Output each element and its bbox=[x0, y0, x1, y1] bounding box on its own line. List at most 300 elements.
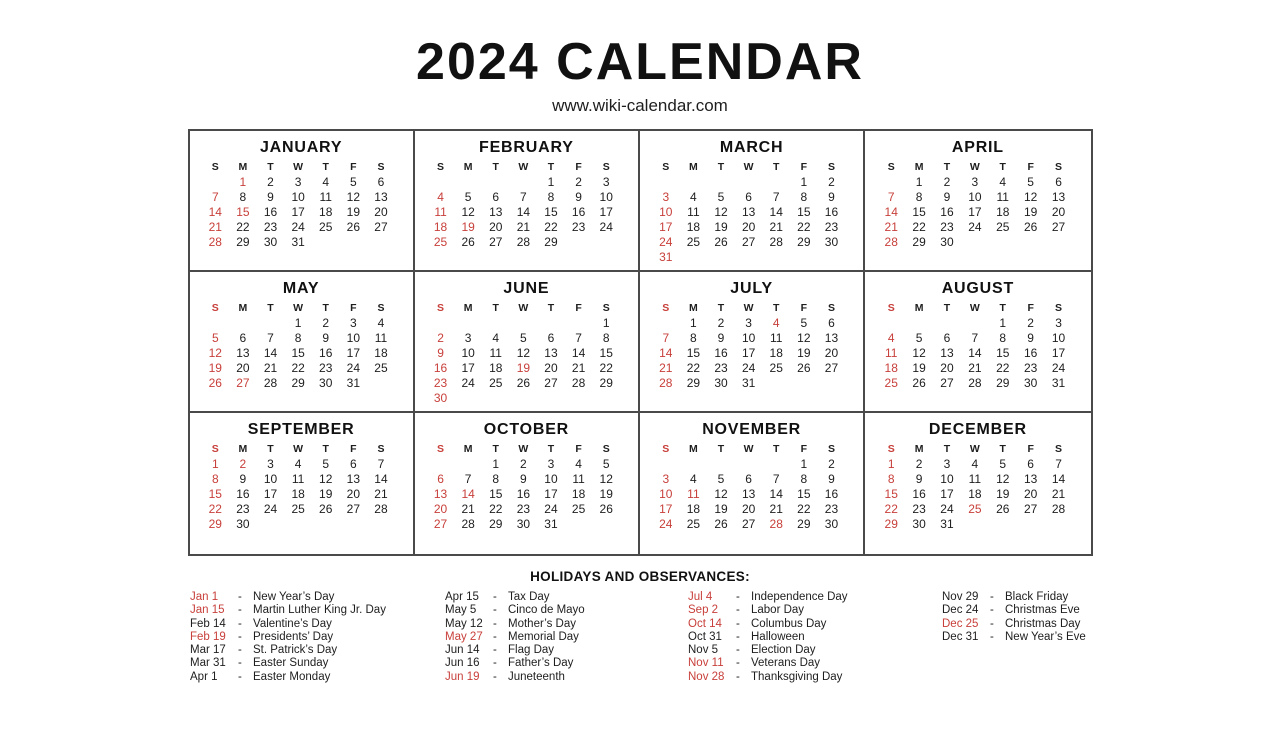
month-name-label: JANUARY bbox=[259, 139, 343, 156]
date-cell: 26 bbox=[319, 502, 333, 516]
date-cell: 16 bbox=[433, 361, 448, 375]
date-cell: 6 bbox=[1055, 175, 1062, 189]
date-cell bbox=[592, 391, 620, 406]
date-row bbox=[640, 331, 863, 346]
holiday-name: Labor Day bbox=[751, 604, 805, 617]
date-cell bbox=[735, 175, 763, 190]
date-cell: 30 bbox=[319, 376, 333, 390]
holiday-entry bbox=[942, 591, 1280, 604]
month-february bbox=[415, 131, 640, 272]
date-cell: 3 bbox=[267, 457, 274, 471]
date-cell: 19 bbox=[714, 220, 728, 234]
holiday-date: May 27 bbox=[445, 630, 483, 643]
date-cell: 13 bbox=[374, 190, 388, 204]
holiday-date: Oct 31 bbox=[688, 630, 722, 643]
day-header-cell: T bbox=[267, 302, 274, 314]
date-cell: 9 bbox=[915, 472, 923, 486]
date-cell: 30 bbox=[940, 235, 954, 249]
date-cell: 25 bbox=[769, 361, 783, 375]
date-cell: 22 bbox=[489, 502, 503, 516]
date-cell: 28 bbox=[461, 517, 475, 531]
holiday-entry bbox=[445, 591, 688, 604]
holiday-name: Cinco de Mayo bbox=[508, 604, 585, 617]
day-header-cell: T bbox=[717, 443, 725, 455]
date-cell bbox=[707, 175, 735, 190]
holiday-date: Feb 14 bbox=[190, 617, 226, 630]
holiday-entry bbox=[445, 644, 688, 657]
date-row bbox=[415, 205, 638, 220]
date-cell: 22 bbox=[996, 361, 1010, 375]
holiday-date: Jan 15 bbox=[190, 604, 225, 617]
date-cell: 30 bbox=[912, 517, 926, 531]
date-row bbox=[865, 376, 1090, 391]
day-header-cell: F bbox=[350, 302, 357, 314]
month-name-label: AUGUST bbox=[941, 280, 1015, 297]
date-cell: 28 bbox=[263, 376, 278, 390]
date-cell bbox=[680, 175, 708, 190]
holiday-name: Memorial Day bbox=[508, 630, 579, 643]
date-row bbox=[415, 190, 638, 205]
date-cell bbox=[312, 235, 340, 250]
date-cell: 17 bbox=[659, 502, 673, 516]
date-cell: 1 bbox=[999, 316, 1007, 330]
date-cell: 13 bbox=[544, 346, 558, 360]
date-cell: 13 bbox=[346, 472, 361, 486]
date-row bbox=[190, 175, 413, 190]
day-header-row bbox=[190, 442, 413, 457]
date-cell: 18 bbox=[291, 487, 305, 501]
holiday-entry bbox=[688, 591, 942, 604]
date-cell: 17 bbox=[968, 205, 982, 219]
date-cell: 20 bbox=[544, 361, 558, 375]
holiday-entry bbox=[688, 631, 942, 644]
date-cell: 25 bbox=[433, 235, 448, 249]
date-row bbox=[640, 346, 863, 361]
date-cell: 28 bbox=[1051, 502, 1066, 516]
date-cell: 2 bbox=[943, 175, 951, 189]
date-cell: 11 bbox=[374, 331, 388, 345]
date-cell bbox=[482, 175, 510, 190]
date-cell: 21 bbox=[263, 361, 278, 375]
date-cell: 29 bbox=[236, 235, 250, 249]
month-name-label: JULY bbox=[730, 280, 773, 297]
date-cell: 23 bbox=[940, 220, 954, 234]
day-header-cell: M bbox=[463, 302, 473, 314]
date-cell: 9 bbox=[267, 190, 274, 204]
date-cell: 15 bbox=[797, 205, 811, 219]
holiday-date: Sep 2 bbox=[688, 604, 719, 617]
date-row bbox=[190, 316, 413, 331]
holiday-name: Juneteenth bbox=[508, 670, 565, 683]
date-cell: 1 bbox=[602, 316, 610, 330]
date-cell: 17 bbox=[1051, 346, 1066, 360]
date-row bbox=[640, 235, 863, 250]
date-row bbox=[190, 205, 413, 220]
date-row bbox=[415, 457, 638, 472]
holiday-entry bbox=[942, 604, 1280, 617]
day-header-cell: W bbox=[518, 443, 529, 455]
holiday-dash: - bbox=[736, 591, 740, 603]
date-cell: 1 bbox=[800, 457, 808, 471]
date-cell bbox=[877, 316, 905, 331]
date-cell: 29 bbox=[686, 376, 701, 390]
date-row bbox=[640, 376, 863, 391]
date-row bbox=[415, 346, 638, 361]
date-cell bbox=[877, 175, 905, 190]
date-cell: 22 bbox=[544, 220, 558, 234]
date-cell: 29 bbox=[797, 517, 811, 531]
date-cell: 24 bbox=[968, 220, 982, 234]
holiday-name: Christmas Day bbox=[1005, 617, 1081, 630]
date-cell: 23 bbox=[433, 376, 448, 390]
date-row bbox=[865, 517, 1090, 532]
holiday-entry bbox=[190, 618, 445, 631]
holiday-date: Nov 28 bbox=[688, 670, 725, 683]
date-row bbox=[415, 502, 638, 517]
day-header-cell: S bbox=[437, 161, 445, 173]
date-cell: 14 bbox=[968, 346, 982, 360]
date-cell: 17 bbox=[263, 487, 278, 501]
month-may bbox=[190, 272, 415, 413]
date-cell: 14 bbox=[571, 346, 586, 360]
date-cell bbox=[367, 235, 395, 250]
date-cell: 9 bbox=[1027, 331, 1034, 345]
day-header-cell: S bbox=[377, 161, 385, 173]
month-name-label: NOVEMBER bbox=[702, 421, 802, 438]
date-cell: 16 bbox=[263, 205, 278, 219]
date-row bbox=[640, 361, 863, 376]
date-cell: 8 bbox=[492, 472, 500, 486]
date-cell bbox=[454, 457, 482, 472]
date-cell: 20 bbox=[374, 205, 388, 219]
date-row bbox=[415, 517, 638, 532]
holiday-date: Feb 19 bbox=[190, 630, 226, 643]
date-cell: 5 bbox=[999, 457, 1007, 471]
date-cell bbox=[1017, 235, 1045, 250]
holiday-name: Columbus Day bbox=[751, 617, 827, 630]
holiday-dash: - bbox=[736, 670, 740, 683]
holiday-date: Mar 17 bbox=[190, 644, 226, 657]
holiday-name: Thanksgiving Day bbox=[751, 670, 843, 683]
date-cell: 27 bbox=[236, 376, 250, 390]
month-name-label: MAY bbox=[282, 280, 320, 297]
holiday-name: St. Patrick’s Day bbox=[253, 644, 338, 657]
date-row bbox=[865, 316, 1090, 331]
date-cell: 7 bbox=[1055, 457, 1062, 471]
month-name-label: APRIL bbox=[951, 139, 1004, 156]
date-cell bbox=[427, 175, 455, 190]
holiday-entry bbox=[445, 631, 688, 644]
holiday-name: Flag Day bbox=[508, 644, 555, 657]
date-cell: 11 bbox=[996, 190, 1009, 204]
month-january bbox=[190, 131, 415, 272]
date-cell: 22 bbox=[291, 361, 305, 375]
date-cell: 16 bbox=[1023, 346, 1038, 360]
date-cell: 25 bbox=[374, 361, 388, 375]
date-cell bbox=[989, 517, 1017, 532]
day-header-cell: T bbox=[322, 443, 329, 455]
date-cell: 7 bbox=[575, 331, 582, 345]
date-cell: 28 bbox=[659, 376, 673, 390]
day-header-row bbox=[865, 301, 1090, 316]
holiday-name: Easter Monday bbox=[253, 670, 331, 683]
day-header-cell: S bbox=[1055, 302, 1063, 314]
date-cell: 25 bbox=[571, 502, 586, 516]
holiday-date: Dec 25 bbox=[942, 617, 979, 630]
date-cell: 22 bbox=[236, 220, 250, 234]
date-cell: 19 bbox=[599, 487, 613, 501]
date-row bbox=[190, 235, 413, 250]
date-cell: 28 bbox=[769, 235, 783, 249]
date-cell: 4 bbox=[322, 175, 330, 189]
holiday-dash: - bbox=[736, 617, 740, 630]
date-cell: 31 bbox=[1051, 376, 1066, 390]
date-cell: 20 bbox=[236, 361, 250, 375]
holiday-entry bbox=[190, 604, 445, 617]
date-cell: 10 bbox=[741, 331, 756, 345]
day-header-cell: T bbox=[943, 443, 951, 455]
date-cell bbox=[961, 517, 989, 532]
day-header-cell: S bbox=[602, 443, 610, 455]
holiday-dash: - bbox=[736, 657, 740, 670]
date-cell bbox=[565, 517, 593, 532]
date-cell: 6 bbox=[377, 175, 385, 189]
holiday-entry bbox=[445, 604, 688, 617]
date-row bbox=[865, 331, 1090, 346]
date-row bbox=[640, 457, 863, 472]
date-cell: 19 bbox=[1023, 205, 1038, 219]
day-header-cell: T bbox=[492, 302, 499, 314]
date-cell bbox=[762, 457, 790, 472]
date-cell bbox=[762, 250, 790, 265]
date-cell bbox=[454, 316, 482, 331]
day-header-cell: S bbox=[211, 302, 219, 314]
date-cell: 16 bbox=[516, 487, 531, 501]
date-cell: 14 bbox=[769, 487, 783, 501]
holiday-entry bbox=[190, 591, 445, 604]
date-cell: 12 bbox=[996, 472, 1010, 486]
date-cell: 20 bbox=[489, 220, 503, 234]
date-cell: 5 bbox=[520, 331, 527, 345]
date-cell: 23 bbox=[824, 220, 839, 234]
holiday-name: Veterans Day bbox=[751, 657, 821, 670]
holiday-name: Election Day bbox=[751, 644, 816, 657]
date-cell: 4 bbox=[971, 457, 979, 471]
date-cell: 31 bbox=[291, 235, 305, 249]
month-name-label: JUNE bbox=[503, 280, 550, 297]
date-cell: 20 bbox=[1051, 205, 1066, 219]
day-header-cell: T bbox=[717, 302, 725, 314]
date-cell: 22 bbox=[884, 502, 898, 516]
date-cell: 1 bbox=[800, 175, 808, 189]
day-header-cell: S bbox=[662, 443, 670, 455]
date-cell: 21 bbox=[461, 502, 475, 516]
date-cell: 7 bbox=[267, 331, 274, 345]
date-row bbox=[640, 517, 863, 532]
date-cell: 24 bbox=[940, 502, 954, 516]
date-cell: 24 bbox=[346, 361, 361, 375]
date-cell: 13 bbox=[1023, 472, 1038, 486]
date-cell: 28 bbox=[208, 235, 222, 249]
date-cell bbox=[510, 391, 538, 406]
date-cell: 4 bbox=[294, 457, 302, 471]
date-cell: 1 bbox=[887, 457, 895, 471]
date-cell: 26 bbox=[599, 502, 613, 516]
date-cell: 4 bbox=[377, 316, 385, 330]
date-cell: 27 bbox=[346, 502, 361, 516]
date-cell: 15 bbox=[884, 487, 898, 501]
holiday-entry bbox=[688, 671, 942, 684]
date-cell: 23 bbox=[571, 220, 586, 234]
holiday-dash: - bbox=[990, 630, 994, 643]
date-cell: 14 bbox=[516, 205, 531, 219]
holiday-entry bbox=[190, 644, 445, 657]
date-row bbox=[190, 190, 413, 205]
day-header-cell: M bbox=[238, 161, 248, 173]
date-cell: 17 bbox=[346, 346, 361, 360]
date-cell: 17 bbox=[544, 487, 558, 501]
date-cell: 25 bbox=[686, 235, 701, 249]
date-cell bbox=[652, 175, 680, 190]
date-row bbox=[190, 346, 413, 361]
date-cell: 4 bbox=[690, 190, 697, 204]
date-cell: 6 bbox=[492, 190, 500, 204]
date-cell: 15 bbox=[291, 346, 305, 360]
date-cell bbox=[652, 316, 680, 331]
day-header-cell: S bbox=[887, 161, 895, 173]
date-row bbox=[640, 487, 863, 502]
date-cell: 6 bbox=[547, 331, 555, 345]
date-row bbox=[415, 376, 638, 391]
date-cell: 1 bbox=[547, 175, 555, 189]
date-cell: 3 bbox=[464, 331, 472, 345]
date-cell bbox=[762, 175, 790, 190]
date-cell: 19 bbox=[797, 346, 811, 360]
date-cell: 8 bbox=[239, 190, 247, 204]
date-cell: 24 bbox=[544, 502, 558, 516]
holiday-name: Independence Day bbox=[751, 591, 848, 603]
month-july bbox=[640, 272, 865, 413]
day-header-cell: M bbox=[238, 302, 248, 314]
date-cell: 5 bbox=[349, 175, 357, 189]
date-cell: 18 bbox=[374, 346, 388, 360]
date-cell: 18 bbox=[996, 205, 1010, 219]
holiday-column bbox=[190, 591, 445, 684]
date-row bbox=[640, 316, 863, 331]
date-cell: 28 bbox=[884, 235, 898, 249]
date-cell bbox=[735, 250, 763, 265]
date-cell bbox=[340, 517, 368, 532]
date-cell bbox=[482, 391, 510, 406]
date-cell: 29 bbox=[208, 517, 222, 531]
month-name-label: OCTOBER bbox=[483, 421, 570, 438]
date-row bbox=[190, 376, 413, 391]
date-cell: 3 bbox=[602, 175, 610, 189]
holiday-name: New Year’s Day bbox=[253, 591, 335, 603]
date-cell: 3 bbox=[547, 457, 555, 471]
date-cell: 25 bbox=[968, 502, 982, 516]
date-cell: 10 bbox=[940, 472, 954, 486]
day-header-cell: M bbox=[914, 443, 924, 455]
date-cell: 13 bbox=[236, 346, 250, 360]
date-cell: 7 bbox=[377, 457, 385, 471]
date-cell: 26 bbox=[516, 376, 531, 390]
day-header-cell: T bbox=[943, 161, 951, 173]
date-cell: 8 bbox=[887, 472, 895, 486]
date-cell bbox=[961, 316, 989, 331]
date-cell: 30 bbox=[236, 517, 250, 531]
day-header-cell: T bbox=[547, 302, 555, 314]
date-cell: 17 bbox=[940, 487, 954, 501]
day-header-cell: F bbox=[575, 302, 582, 314]
date-cell: 5 bbox=[717, 472, 725, 486]
day-header-cell: W bbox=[518, 161, 529, 173]
day-header-cell: T bbox=[717, 161, 725, 173]
date-cell: 17 bbox=[599, 205, 613, 219]
date-cell: 5 bbox=[322, 457, 330, 471]
date-cell bbox=[790, 376, 818, 391]
date-cell bbox=[735, 457, 763, 472]
day-header-row bbox=[865, 442, 1090, 457]
date-cell: 25 bbox=[291, 502, 305, 516]
holiday-dash: - bbox=[493, 644, 497, 657]
date-cell: 15 bbox=[208, 487, 222, 501]
date-cell: 29 bbox=[489, 517, 503, 531]
date-cell: 11 bbox=[489, 346, 502, 360]
date-cell: 30 bbox=[714, 376, 728, 390]
date-cell: 24 bbox=[659, 235, 673, 249]
date-cell: 15 bbox=[996, 346, 1010, 360]
date-cell: 18 bbox=[686, 502, 701, 516]
day-header-cell: S bbox=[602, 161, 610, 173]
date-cell: 25 bbox=[686, 517, 701, 531]
holiday-dash: - bbox=[238, 657, 242, 670]
date-cell: 19 bbox=[208, 361, 222, 375]
date-cell: 2 bbox=[1027, 316, 1034, 330]
date-cell bbox=[202, 175, 230, 190]
date-cell: 12 bbox=[319, 472, 333, 486]
day-header-cell: M bbox=[463, 161, 473, 173]
holiday-date: Mar 31 bbox=[190, 657, 226, 670]
holiday-entry bbox=[445, 618, 688, 631]
date-cell bbox=[340, 235, 368, 250]
date-cell: 20 bbox=[346, 487, 361, 501]
date-cell: 16 bbox=[319, 346, 333, 360]
date-cell bbox=[229, 316, 257, 331]
date-cell: 2 bbox=[828, 175, 835, 189]
date-cell: 3 bbox=[662, 190, 670, 204]
holiday-dash: - bbox=[736, 630, 740, 643]
holidays-heading: HOLIDAYS AND OBSERVANCES: bbox=[530, 569, 750, 584]
date-cell: 11 bbox=[769, 331, 783, 345]
date-cell: 3 bbox=[943, 457, 951, 471]
day-header-cell: M bbox=[689, 302, 698, 314]
day-header-cell: S bbox=[377, 302, 385, 314]
date-row bbox=[640, 205, 863, 220]
date-cell: 26 bbox=[797, 361, 811, 375]
date-cell: 4 bbox=[437, 190, 444, 204]
day-header-cell: F bbox=[800, 302, 808, 314]
day-header-cell: S bbox=[1055, 443, 1063, 455]
holiday-dash: - bbox=[238, 670, 242, 683]
date-cell bbox=[762, 376, 790, 391]
date-cell bbox=[790, 250, 818, 265]
date-cell bbox=[454, 175, 482, 190]
date-cell: 12 bbox=[912, 346, 926, 360]
day-header-cell: T bbox=[547, 443, 555, 455]
date-cell: 18 bbox=[968, 487, 982, 501]
date-cell: 21 bbox=[968, 361, 982, 375]
